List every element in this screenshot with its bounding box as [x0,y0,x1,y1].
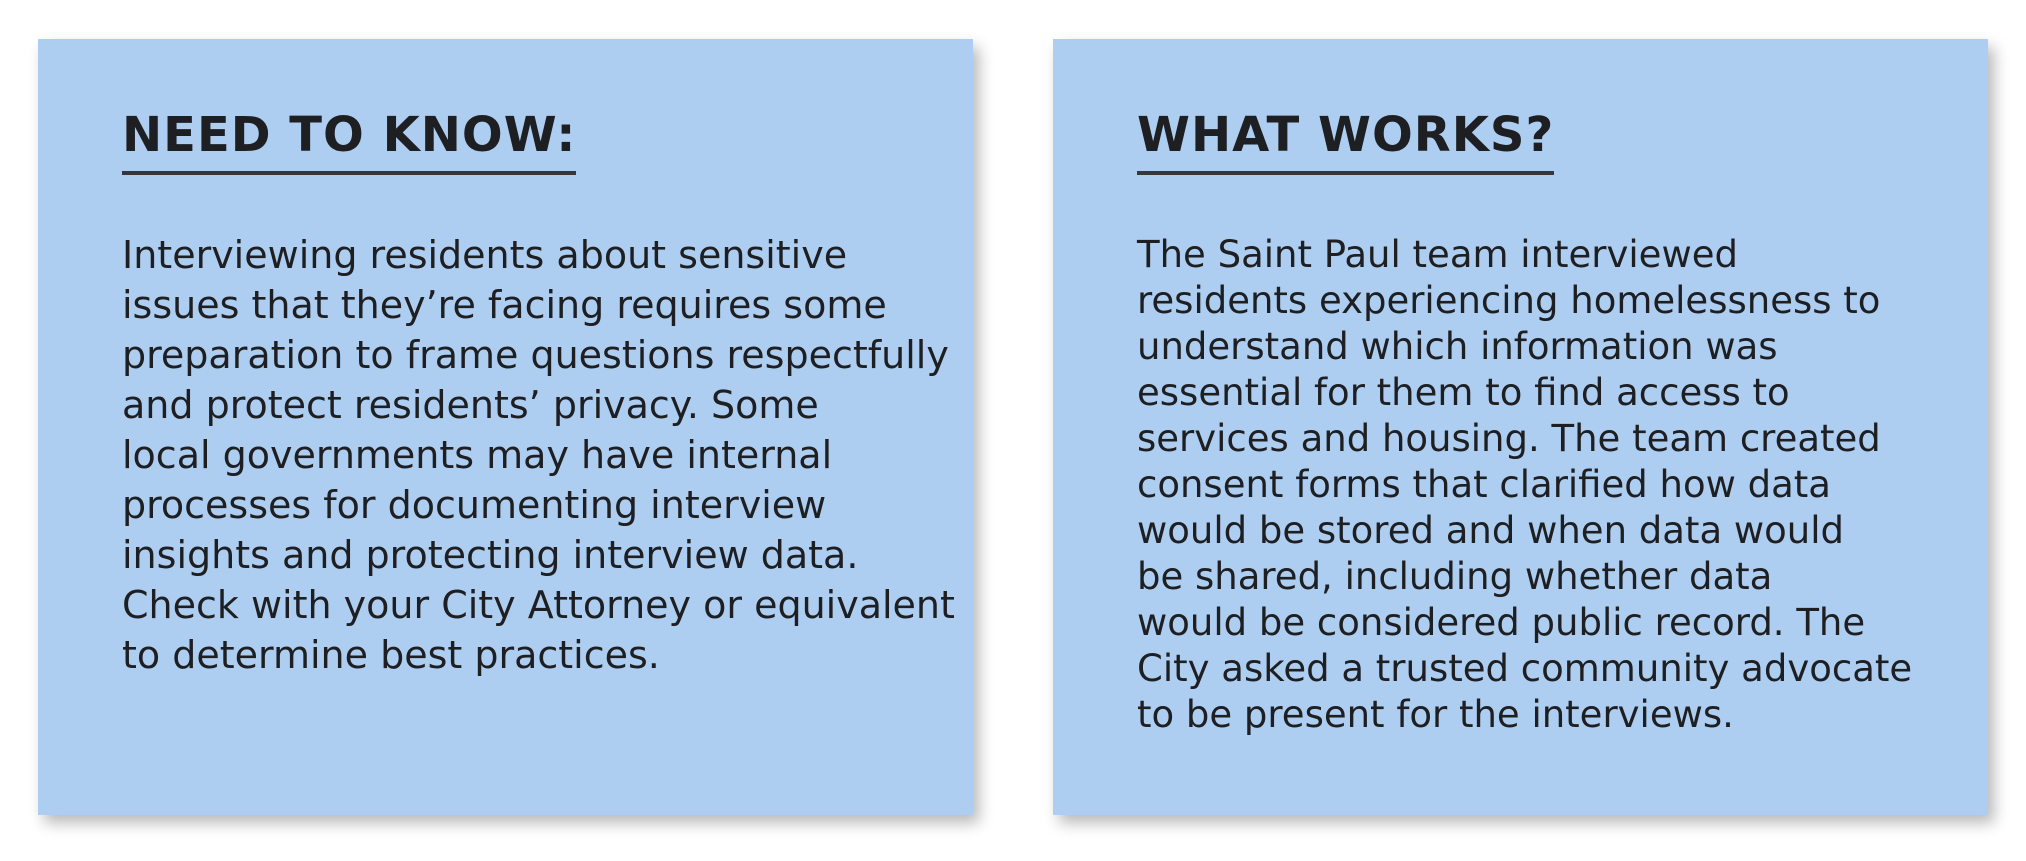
text-line: be shared, including whether data [1137,555,1773,598]
text-line: to determine best practices. [122,633,660,677]
text-line: consent forms that clarified how data [1137,463,1831,506]
what-works-panel [1053,39,1988,815]
what-works-text [1137,232,1912,738]
text-line: understand which information was [1137,325,1778,368]
text-line: Interviewing residents about sensitive [122,233,848,277]
text-line: would be considered public record. The [1137,601,1866,644]
text-line: City asked a trusted community advocate [1137,647,1913,690]
text-line: insights and protecting interview data. [122,533,859,577]
text-line: preparation to frame questions respectfully [122,333,949,377]
need-to-know-heading: NEED TO KNOW: [122,111,576,175]
need-to-know-panel [38,39,973,815]
text-line: processes for documenting interview [122,483,827,527]
text-line: Check with your City Attorney or equivalent [122,583,955,627]
text-line: The Saint Paul team interviewed [1137,233,1738,276]
text-line: to be present for the interviews. [1137,693,1734,736]
need-to-know-text [122,230,955,680]
text-line: would be stored and when data would [1137,509,1844,552]
text-line: residents experiencing homelessness to [1137,279,1881,322]
text-line: and protect residents’ privacy. Some [122,383,819,427]
what-works-heading: WHAT WORKS? [1137,111,1554,175]
text-line: essential for them to find access to [1137,371,1790,414]
text-line: services and housing. The team created [1137,417,1881,460]
text-line: local governments may have internal [122,433,833,477]
text-line: issues that they’re facing requires some [122,283,887,327]
